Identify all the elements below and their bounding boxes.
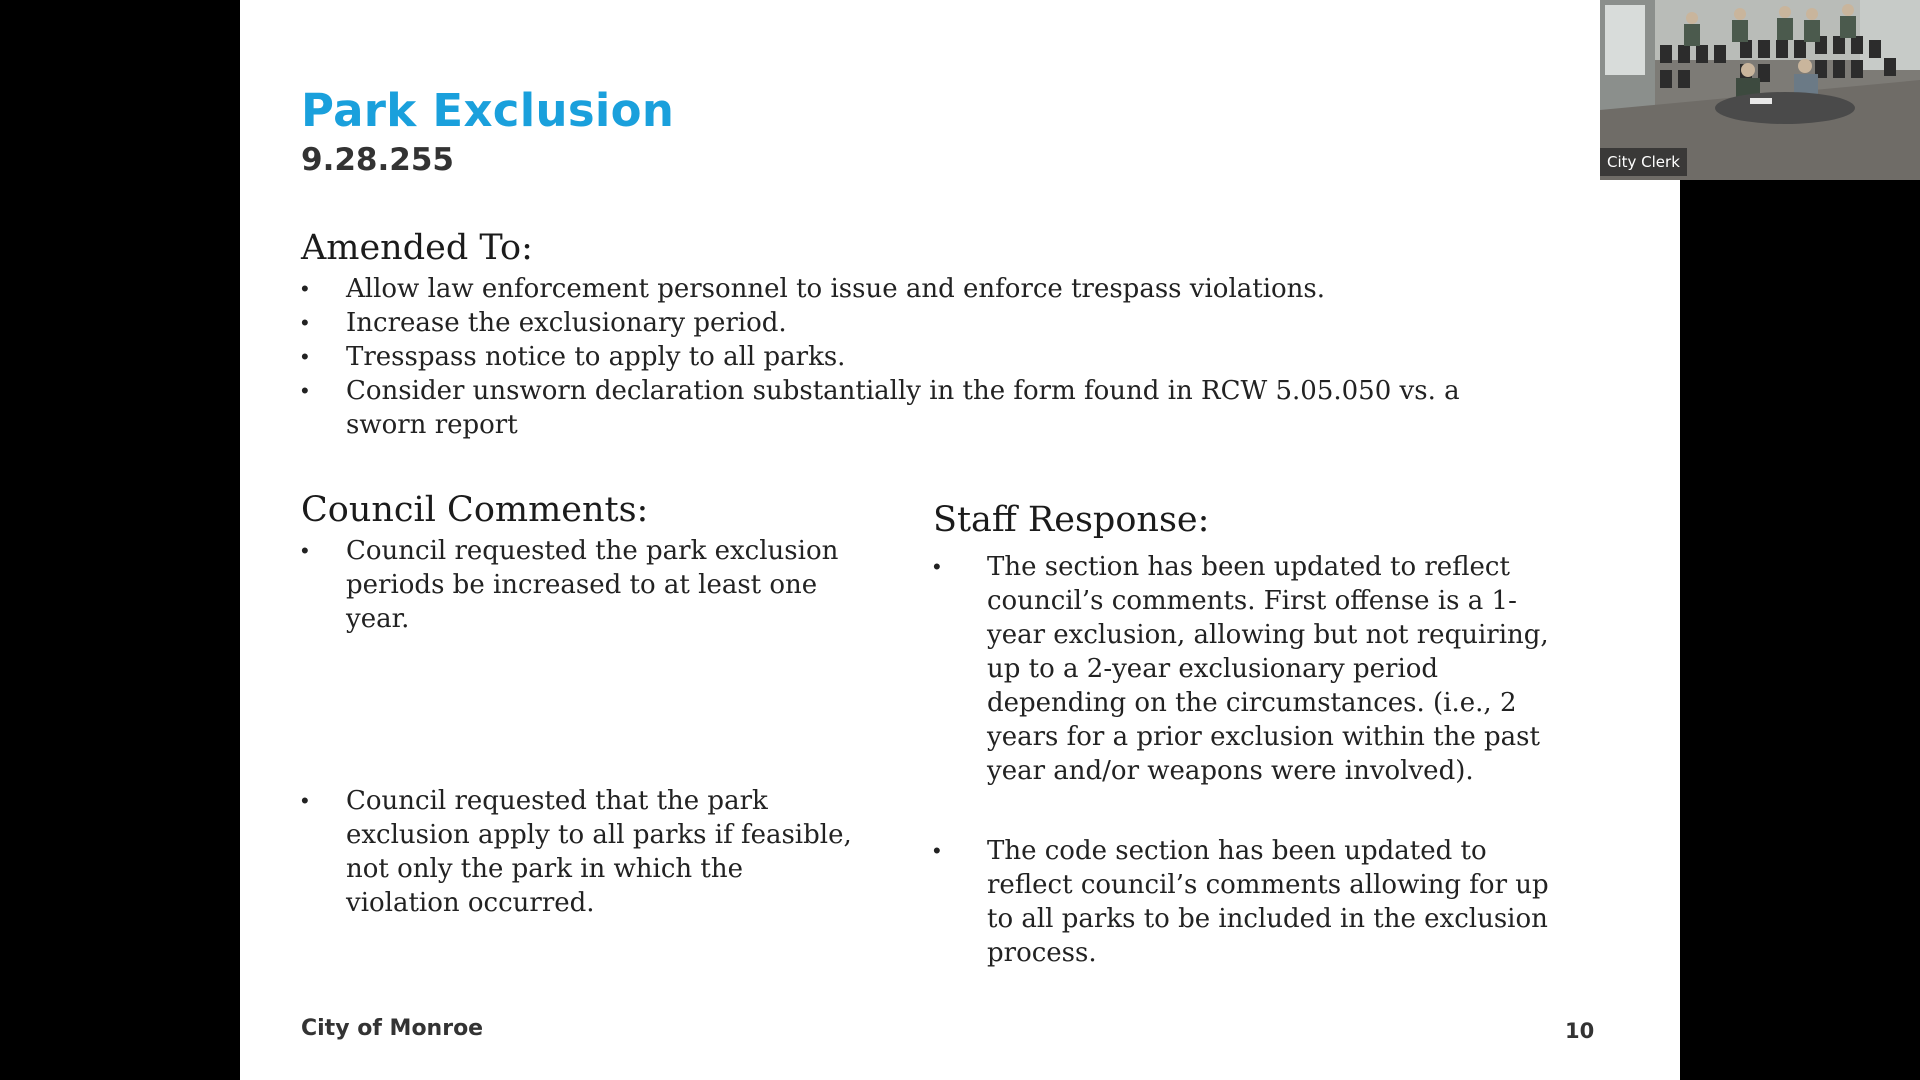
council-list bbox=[301, 534, 861, 920]
participant-name-label: City Clerk bbox=[1600, 148, 1687, 176]
list-item bbox=[933, 834, 1573, 970]
list-item bbox=[301, 374, 1501, 442]
slide-subtitle: 9.28.255 bbox=[301, 142, 454, 178]
amended-list bbox=[301, 272, 1501, 442]
participant-video-tile[interactable] bbox=[1600, 0, 1920, 180]
footer-organization: City of Monroe bbox=[301, 1016, 484, 1041]
slide-page-number: 10 bbox=[1565, 1019, 1595, 1043]
list-item bbox=[301, 784, 861, 920]
list-item-text: The section has been updated to reflect council’s comments. First offense is a 1-year exclusion, allowing but not requiring, up to a 2-year exclusionary period depending on the circumstances. (i.e., 2 years for a prior exclusion within the past year and/or weapons were involved). bbox=[987, 552, 1549, 786]
bullet-icon: • bbox=[301, 538, 309, 563]
amended-heading: Amended To: bbox=[301, 228, 533, 268]
bullet-icon: • bbox=[933, 554, 941, 579]
staff-list bbox=[933, 550, 1573, 970]
list-item-text: The code section has been updated to reflect council’s comments allowing for up to all parks to be included in the exclusion process. bbox=[987, 836, 1549, 968]
list-item-text: Council requested the park exclusion periods be increased to at least one year. bbox=[346, 536, 839, 634]
bullet-icon: • bbox=[301, 344, 309, 369]
list-item-text: Tresspass notice to apply to all parks. bbox=[346, 342, 846, 372]
bullet-icon: • bbox=[933, 838, 941, 863]
staff-heading: Staff Response: bbox=[933, 500, 1210, 540]
list-item-text: Council requested that the park exclusion apply to all parks if feasible, not only the park in which the violation occurred. bbox=[346, 786, 852, 918]
list-item-text: Allow law enforcement personnel to issue and enforce trespass violations. bbox=[346, 274, 1326, 304]
list-item bbox=[301, 340, 1501, 374]
bullet-icon: • bbox=[301, 276, 309, 301]
bullet-icon: • bbox=[301, 378, 309, 403]
presentation-slide bbox=[240, 0, 1680, 1080]
bullet-icon: • bbox=[301, 788, 309, 813]
list-item bbox=[933, 550, 1573, 788]
slide-title: Park Exclusion bbox=[301, 84, 675, 137]
list-item-text: Increase the exclusionary period. bbox=[346, 308, 787, 338]
list-item-text: Consider unsworn declaration substantially in the form found in RCW 5.05.050 vs. a sworn report bbox=[346, 376, 1460, 440]
council-heading: Council Comments: bbox=[301, 490, 649, 530]
list-item bbox=[301, 534, 861, 636]
list-item bbox=[301, 306, 1501, 340]
bullet-icon: • bbox=[301, 310, 309, 335]
list-item bbox=[301, 272, 1501, 306]
